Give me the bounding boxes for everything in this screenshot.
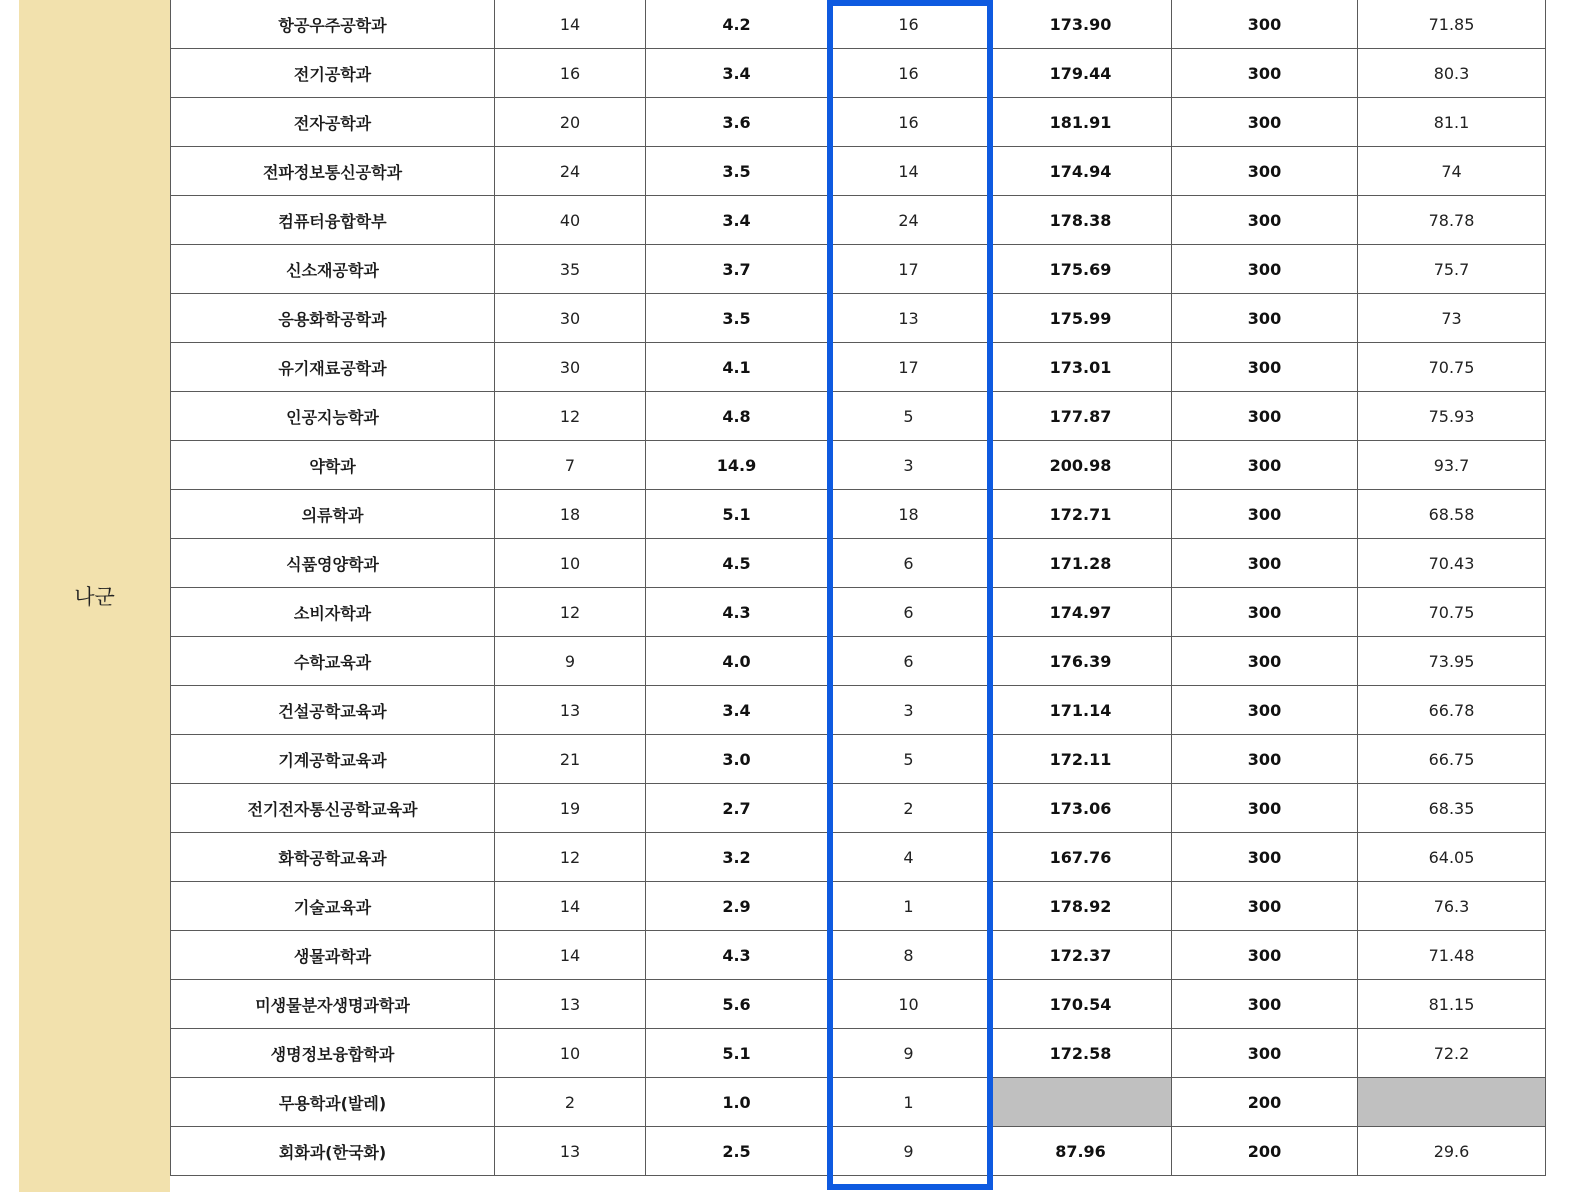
quota-cell: 7 <box>495 441 646 490</box>
pass-count-cell: 1 <box>828 1078 990 1127</box>
quota-cell: 14 <box>495 0 646 49</box>
total-score-cell: 300 <box>1172 882 1358 931</box>
quota-cell: 35 <box>495 245 646 294</box>
table-row <box>171 490 1546 539</box>
total-score-cell: 300 <box>1172 980 1358 1029</box>
competition-rate-cell: 3.4 <box>646 49 828 98</box>
score-cell: 172.11 <box>990 735 1172 784</box>
total-score-cell: 300 <box>1172 49 1358 98</box>
total-score-cell: 300 <box>1172 539 1358 588</box>
pass-count-cell: 16 <box>828 49 990 98</box>
converted-score-cell: 64.05 <box>1358 833 1546 882</box>
department-name-cell: 약학과 <box>171 441 495 490</box>
quota-cell: 9 <box>495 637 646 686</box>
pass-count-cell: 24 <box>828 196 990 245</box>
score-cell: 173.01 <box>990 343 1172 392</box>
pass-count-cell: 2 <box>828 784 990 833</box>
score-cell: 176.39 <box>990 637 1172 686</box>
score-cell: 200.98 <box>990 441 1172 490</box>
pass-count-cell: 4 <box>828 833 990 882</box>
competition-rate-cell: 4.3 <box>646 588 828 637</box>
table-row <box>171 294 1546 343</box>
quota-cell: 13 <box>495 980 646 1029</box>
converted-score-cell: 29.6 <box>1358 1127 1546 1176</box>
converted-score-cell: 68.58 <box>1358 490 1546 539</box>
converted-score-cell: 73.95 <box>1358 637 1546 686</box>
results-table <box>170 0 1546 1176</box>
total-score-cell: 300 <box>1172 784 1358 833</box>
score-cell: 173.06 <box>990 784 1172 833</box>
group-label: 나군 <box>74 585 115 609</box>
competition-rate-cell: 3.5 <box>646 147 828 196</box>
score-cell: 170.54 <box>990 980 1172 1029</box>
score-cell: 87.96 <box>990 1127 1172 1176</box>
converted-score-cell: 72.2 <box>1358 1029 1546 1078</box>
pass-count-cell: 5 <box>828 392 990 441</box>
table-row <box>171 245 1546 294</box>
total-score-cell: 300 <box>1172 931 1358 980</box>
total-score-cell: 300 <box>1172 392 1358 441</box>
competition-rate-cell: 5.6 <box>646 980 828 1029</box>
table-row <box>171 441 1546 490</box>
competition-rate-cell: 4.3 <box>646 931 828 980</box>
score-cell: 181.91 <box>990 98 1172 147</box>
group-label-cell <box>19 0 170 1192</box>
department-name-cell: 기계공학교육과 <box>171 735 495 784</box>
competition-rate-cell: 3.5 <box>646 294 828 343</box>
score-cell: 178.38 <box>990 196 1172 245</box>
table-row <box>171 882 1546 931</box>
department-name-cell: 응용화학공학과 <box>171 294 495 343</box>
pass-count-cell: 9 <box>828 1127 990 1176</box>
converted-score-cell: 81.15 <box>1358 980 1546 1029</box>
converted-score-cell: 73 <box>1358 294 1546 343</box>
table-row <box>171 1127 1546 1176</box>
table-row <box>171 0 1546 49</box>
table-row <box>171 931 1546 980</box>
total-score-cell: 300 <box>1172 147 1358 196</box>
department-name-cell: 수학교육과 <box>171 637 495 686</box>
pass-count-cell: 14 <box>828 147 990 196</box>
quota-cell: 24 <box>495 147 646 196</box>
score-cell: 172.71 <box>990 490 1172 539</box>
quota-cell: 30 <box>495 343 646 392</box>
quota-cell: 12 <box>495 588 646 637</box>
competition-rate-cell: 3.0 <box>646 735 828 784</box>
total-score-cell: 200 <box>1172 1127 1358 1176</box>
department-name-cell: 회화과(한국화) <box>171 1127 495 1176</box>
results-table-body <box>171 0 1546 1176</box>
score-cell: 174.94 <box>990 147 1172 196</box>
department-name-cell: 소비자학과 <box>171 588 495 637</box>
quota-cell: 10 <box>495 539 646 588</box>
department-name-cell: 생물과학과 <box>171 931 495 980</box>
table-row <box>171 49 1546 98</box>
converted-score-cell: 71.85 <box>1358 0 1546 49</box>
table-row <box>171 833 1546 882</box>
department-name-cell: 신소재공학과 <box>171 245 495 294</box>
quota-cell: 40 <box>495 196 646 245</box>
total-score-cell: 300 <box>1172 686 1358 735</box>
competition-rate-cell: 2.5 <box>646 1127 828 1176</box>
total-score-cell: 300 <box>1172 588 1358 637</box>
total-score-cell: 300 <box>1172 735 1358 784</box>
department-name-cell: 전기공학과 <box>171 49 495 98</box>
total-score-cell: 300 <box>1172 196 1358 245</box>
quota-cell: 13 <box>495 686 646 735</box>
competition-rate-cell: 3.7 <box>646 245 828 294</box>
score-cell <box>990 1078 1172 1127</box>
converted-score-cell: 81.1 <box>1358 98 1546 147</box>
score-cell: 171.28 <box>990 539 1172 588</box>
table-row <box>171 1029 1546 1078</box>
table-row <box>171 147 1546 196</box>
competition-rate-cell: 3.2 <box>646 833 828 882</box>
score-cell: 172.37 <box>990 931 1172 980</box>
score-cell: 175.69 <box>990 245 1172 294</box>
converted-score-cell: 68.35 <box>1358 784 1546 833</box>
table-row <box>171 1078 1546 1127</box>
score-cell: 175.99 <box>990 294 1172 343</box>
pass-count-cell: 9 <box>828 1029 990 1078</box>
table-row <box>171 392 1546 441</box>
total-score-cell: 300 <box>1172 98 1358 147</box>
quota-cell: 20 <box>495 98 646 147</box>
competition-rate-cell: 5.1 <box>646 490 828 539</box>
quota-cell: 10 <box>495 1029 646 1078</box>
pass-count-cell: 18 <box>828 490 990 539</box>
competition-rate-cell: 2.9 <box>646 882 828 931</box>
total-score-cell: 200 <box>1172 1078 1358 1127</box>
department-name-cell: 기술교육과 <box>171 882 495 931</box>
pass-count-cell: 3 <box>828 686 990 735</box>
score-cell: 173.90 <box>990 0 1172 49</box>
department-name-cell: 미생물분자생명과학과 <box>171 980 495 1029</box>
converted-score-cell: 66.75 <box>1358 735 1546 784</box>
total-score-cell: 300 <box>1172 294 1358 343</box>
converted-score-cell <box>1358 1078 1546 1127</box>
table-row <box>171 98 1546 147</box>
quota-cell: 16 <box>495 49 646 98</box>
department-name-cell: 의류학과 <box>171 490 495 539</box>
quota-cell: 19 <box>495 784 646 833</box>
table-row <box>171 588 1546 637</box>
pass-count-cell: 8 <box>828 931 990 980</box>
department-name-cell: 무용학과(발레) <box>171 1078 495 1127</box>
pass-count-cell: 6 <box>828 539 990 588</box>
competition-rate-cell: 4.5 <box>646 539 828 588</box>
pass-count-cell: 17 <box>828 343 990 392</box>
table-row <box>171 637 1546 686</box>
pass-count-cell: 3 <box>828 441 990 490</box>
quota-cell: 21 <box>495 735 646 784</box>
converted-score-cell: 75.7 <box>1358 245 1546 294</box>
department-name-cell: 항공우주공학과 <box>171 0 495 49</box>
converted-score-cell: 93.7 <box>1358 441 1546 490</box>
score-cell: 167.76 <box>990 833 1172 882</box>
department-name-cell: 전기전자통신공학교육과 <box>171 784 495 833</box>
quota-cell: 30 <box>495 294 646 343</box>
table-row <box>171 980 1546 1029</box>
quota-cell: 12 <box>495 392 646 441</box>
score-cell: 179.44 <box>990 49 1172 98</box>
competition-rate-cell: 14.9 <box>646 441 828 490</box>
table-row <box>171 686 1546 735</box>
converted-score-cell: 76.3 <box>1358 882 1546 931</box>
competition-rate-cell: 4.0 <box>646 637 828 686</box>
quota-cell: 14 <box>495 931 646 980</box>
table-row <box>171 196 1546 245</box>
pass-count-cell: 5 <box>828 735 990 784</box>
converted-score-cell: 66.78 <box>1358 686 1546 735</box>
department-name-cell: 생명정보융합학과 <box>171 1029 495 1078</box>
competition-rate-cell: 3.4 <box>646 196 828 245</box>
converted-score-cell: 80.3 <box>1358 49 1546 98</box>
converted-score-cell: 75.93 <box>1358 392 1546 441</box>
score-cell: 177.87 <box>990 392 1172 441</box>
quota-cell: 18 <box>495 490 646 539</box>
competition-rate-cell: 4.1 <box>646 343 828 392</box>
competition-rate-cell: 3.4 <box>646 686 828 735</box>
table-row <box>171 735 1546 784</box>
total-score-cell: 300 <box>1172 833 1358 882</box>
score-cell: 178.92 <box>990 882 1172 931</box>
total-score-cell: 300 <box>1172 441 1358 490</box>
total-score-cell: 300 <box>1172 637 1358 686</box>
score-cell: 174.97 <box>990 588 1172 637</box>
pass-count-cell: 17 <box>828 245 990 294</box>
total-score-cell: 300 <box>1172 0 1358 49</box>
pass-count-cell: 16 <box>828 98 990 147</box>
total-score-cell: 300 <box>1172 490 1358 539</box>
pass-count-cell: 13 <box>828 294 990 343</box>
score-cell: 172.58 <box>990 1029 1172 1078</box>
department-name-cell: 컴퓨터융합학부 <box>171 196 495 245</box>
converted-score-cell: 70.75 <box>1358 588 1546 637</box>
competition-rate-cell: 2.7 <box>646 784 828 833</box>
total-score-cell: 300 <box>1172 245 1358 294</box>
department-name-cell: 건설공학교육과 <box>171 686 495 735</box>
quota-cell: 14 <box>495 882 646 931</box>
score-cell: 171.14 <box>990 686 1172 735</box>
converted-score-cell: 70.75 <box>1358 343 1546 392</box>
total-score-cell: 300 <box>1172 1029 1358 1078</box>
department-name-cell: 인공지능학과 <box>171 392 495 441</box>
table-row <box>171 343 1546 392</box>
quota-cell: 12 <box>495 833 646 882</box>
pass-count-cell: 6 <box>828 637 990 686</box>
competition-rate-cell: 4.2 <box>646 0 828 49</box>
total-score-cell: 300 <box>1172 343 1358 392</box>
department-name-cell: 식품영양학과 <box>171 539 495 588</box>
quota-cell: 13 <box>495 1127 646 1176</box>
competition-rate-cell: 5.1 <box>646 1029 828 1078</box>
pass-count-cell: 1 <box>828 882 990 931</box>
pass-count-cell: 6 <box>828 588 990 637</box>
competition-rate-cell: 4.8 <box>646 392 828 441</box>
department-name-cell: 화학공학교육과 <box>171 833 495 882</box>
competition-rate-cell: 3.6 <box>646 98 828 147</box>
table-row <box>171 784 1546 833</box>
department-name-cell: 유기재료공학과 <box>171 343 495 392</box>
pass-count-cell: 10 <box>828 980 990 1029</box>
quota-cell: 2 <box>495 1078 646 1127</box>
department-name-cell: 전자공학과 <box>171 98 495 147</box>
converted-score-cell: 78.78 <box>1358 196 1546 245</box>
table-row <box>171 539 1546 588</box>
converted-score-cell: 74 <box>1358 147 1546 196</box>
pass-count-cell: 16 <box>828 0 990 49</box>
converted-score-cell: 71.48 <box>1358 931 1546 980</box>
competition-rate-cell: 1.0 <box>646 1078 828 1127</box>
converted-score-cell: 70.43 <box>1358 539 1546 588</box>
department-name-cell: 전파정보통신공학과 <box>171 147 495 196</box>
